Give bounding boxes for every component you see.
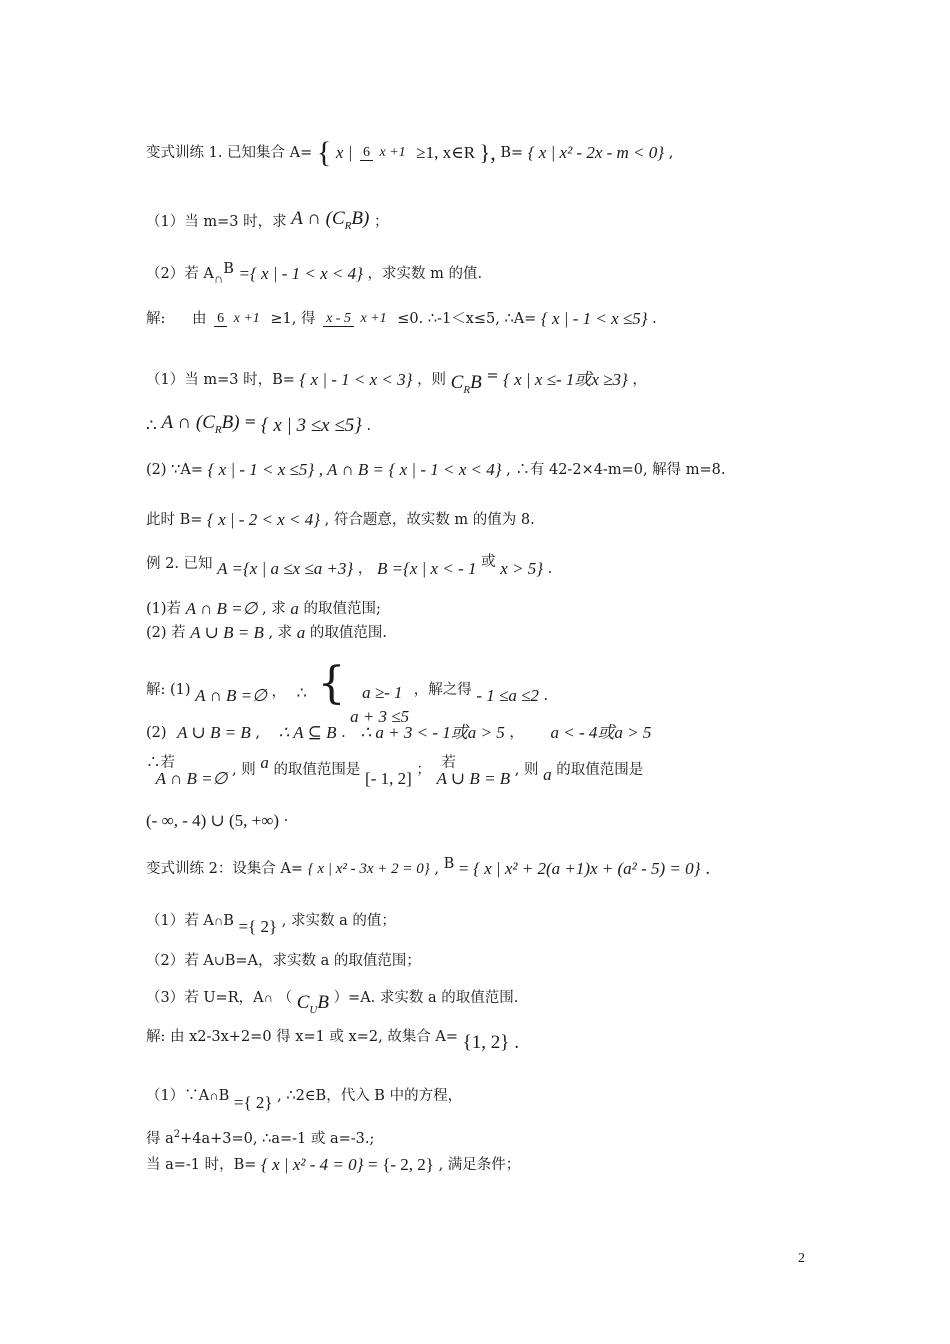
text-line (146, 208, 388, 237)
text-line (146, 722, 651, 744)
text: , 符合题意，故实数 m 的值为 8. (324, 512, 535, 528)
text-line (146, 1154, 520, 1176)
math: - 1 ≤a ≤2 (476, 685, 539, 705)
text: （2）若 A (146, 953, 214, 969)
text: = (244, 414, 257, 431)
text: ）=A. 求实数 a 的取值范围. (333, 990, 519, 1007)
equation-system (296, 658, 410, 729)
numerator: x - 5 (323, 311, 354, 327)
math: A ∪ B = B (190, 623, 264, 642)
text-line (146, 459, 726, 481)
math-part: B) (221, 412, 240, 433)
text: B (218, 1088, 230, 1104)
math-part: C (450, 372, 464, 393)
text: B (223, 913, 234, 929)
text: = (486, 368, 499, 385)
text-line (146, 509, 535, 531)
math: { x | - 2 < x < 4} (207, 510, 320, 529)
system-row: a ≥- 1 (362, 683, 403, 702)
text: （ (277, 990, 293, 1007)
math: [- 1, 2] (365, 769, 412, 788)
text-line (146, 622, 387, 644)
text: (1)若 (146, 601, 182, 617)
text: , ∴有 42-2×4-m=0, 解得 m=8. (506, 462, 726, 478)
text-line (146, 950, 421, 972)
text: 的取值范围; (303, 601, 381, 617)
text: 或 (481, 554, 496, 570)
text: ∴ (146, 416, 157, 437)
text: 变式训练 1. 已知集合 A= (146, 145, 313, 161)
math: ={ 2} (233, 1093, 273, 1112)
text: ； (416, 762, 431, 778)
text: B (443, 856, 455, 872)
text: 变式训练 2：设集合 A= (146, 861, 304, 877)
text: ≥1, 得 (270, 311, 316, 327)
math-part: C (296, 992, 310, 1013)
text (146, 1124, 374, 1150)
text-line (146, 858, 710, 880)
math: ≥1, x∈R (416, 143, 476, 162)
math: a (296, 623, 306, 642)
text: , (668, 145, 674, 161)
math: { x | - 1 < x ≤5} (207, 460, 315, 479)
fraction (214, 310, 263, 328)
text-part: +4a+3=0, ∴a=-1 或 a=-3.; (180, 1130, 375, 1147)
math: { x | x² - 2x - m < 0} (527, 143, 665, 162)
text: 当 a=-1 时，B= (146, 1157, 257, 1173)
superscript: 2 (173, 1129, 181, 1140)
text: ∴ (296, 683, 307, 702)
math-part: A ∩ (C (161, 412, 215, 433)
text: 解: (146, 311, 166, 327)
text: （2）若 A (146, 266, 214, 282)
brace-open: { (316, 136, 332, 169)
math: { x | x² - 3x + 2 = 0} (307, 861, 430, 877)
math: A ={x | a ≤x ≤a +3} (217, 559, 354, 578)
text: , 满足条件； (438, 1157, 521, 1173)
math: A ∩ B =∅ (185, 599, 258, 618)
math: B ={x | x < - 1 (376, 559, 477, 578)
fraction (360, 144, 409, 162)
text-line (146, 658, 549, 729)
text-line (146, 810, 288, 832)
text: 的取值范围是 (273, 762, 361, 778)
text: . (543, 687, 549, 704)
text-line (146, 976, 518, 1021)
text: 例 2. 已知 (146, 556, 213, 572)
text: ， (632, 372, 647, 389)
math: { x | - 1 < x < 3} (299, 370, 413, 390)
subscript: U (309, 1003, 318, 1016)
text: (2) ∵A= (146, 462, 203, 478)
brace-close: }, (479, 140, 496, 165)
math-symbol: ∪ (213, 953, 225, 968)
math: , A ∩ B = (318, 460, 384, 479)
fraction (323, 310, 390, 328)
text: , 求实数 a 的值； (281, 913, 396, 929)
math: { x | x² + 2(a +1)x + (a² - 5) = 0} (473, 859, 701, 878)
text-line (146, 1078, 462, 1114)
text: 的取值范围. (309, 625, 387, 641)
text-line (146, 136, 674, 169)
math-part: B) (351, 208, 370, 229)
math: A ∩ B =∅ (155, 769, 228, 788)
text: ， (357, 561, 373, 577)
text-line (146, 360, 647, 401)
text-line (146, 1029, 520, 1054)
text: （1）当 m=3 时，求 (146, 214, 287, 231)
text-line (146, 750, 643, 790)
subscript: R (344, 219, 352, 232)
math: a < - 4或a > 5 (550, 723, 652, 742)
text: . (652, 311, 657, 327)
math-part: B (317, 992, 329, 1013)
text: 解: 由 x2-3x+2=0 得 x=1 或 x=2, 故集合 A= (146, 1029, 459, 1045)
text: 的取值范围是 (556, 762, 644, 778)
system-row: a + 3 ≤5 (350, 707, 410, 726)
text: 由 (192, 311, 207, 327)
text: ， (271, 683, 287, 700)
text: B= (500, 145, 524, 161)
subscript: R (463, 383, 471, 396)
text: , 求 (262, 601, 286, 617)
math-symbol: ∩ (213, 913, 224, 928)
math: { x | - 1 < x ≤5} (540, 309, 648, 328)
math: = (458, 859, 469, 878)
math: a (543, 765, 552, 784)
text-line (146, 1124, 374, 1150)
text: . (547, 561, 553, 577)
text: . (283, 809, 289, 825)
math: a (260, 753, 269, 772)
numerator: 6 (214, 311, 227, 327)
text: , 则 (232, 762, 256, 778)
text-line (146, 412, 371, 441)
text: B=A，求实数 a 的取值范围； (224, 953, 421, 969)
text-line (146, 258, 482, 290)
text: （1）若 A (146, 913, 214, 929)
text: . (366, 418, 372, 435)
text: (2) 若 (146, 625, 186, 641)
text: （3）若 U=R，A (146, 990, 264, 1007)
text: 若 (441, 755, 456, 771)
text: , (255, 725, 260, 741)
text-line (146, 308, 657, 330)
math: A ∪ B = B (436, 769, 511, 788)
math: {- 2, 2} (382, 1155, 434, 1174)
math: A ∪ B = B (177, 723, 251, 742)
math: = (368, 1155, 378, 1174)
text: ， (509, 725, 524, 741)
denominator: x +1 (379, 145, 406, 160)
text: . (341, 725, 346, 741)
text: B (223, 261, 234, 277)
text: , 求 (268, 625, 293, 641)
math (451, 372, 482, 401)
math: { x | x² - 4 = 0} (261, 1155, 364, 1174)
text: , ∴2∈B，代入 B 中的方程， (277, 1088, 463, 1104)
text: ； (373, 214, 389, 231)
subscript: R (214, 423, 222, 436)
math-symbol: ∩ (263, 990, 273, 1006)
math: { x | 3 ≤x ≤5} (260, 415, 362, 437)
text-part: 得 a (146, 1130, 174, 1147)
numerator: 6 (360, 145, 373, 161)
page-number: 2 (798, 1251, 805, 1266)
math: { x | - 1 < x < 4} (388, 460, 502, 479)
text: （1）当 m=3 时，B= (146, 372, 295, 389)
math: ∴ A ⊆ B (278, 723, 337, 742)
math: (- ∞, - 4) ∪ (5, +∞) (146, 811, 280, 830)
math-part: B (470, 372, 482, 393)
math: x | (335, 143, 353, 162)
math-symbol: ∩ (209, 1088, 219, 1103)
text: 此时 B= (146, 512, 203, 528)
text: . (704, 859, 711, 879)
text: (2) (146, 725, 167, 741)
text-line (146, 904, 396, 938)
math-symbol: ∩ (213, 271, 224, 286)
math: A ∩ B =∅ (195, 685, 267, 705)
math (297, 992, 329, 1021)
math: x > 5} (500, 559, 544, 578)
text: （1）∵A (146, 1088, 210, 1104)
denominator: x +1 (233, 311, 260, 326)
math: ∴ a + 3 < - 1或a > 5 (360, 723, 505, 742)
math: ={ 2} (238, 917, 278, 936)
text: , 则 (514, 762, 539, 778)
math: {1, 2} (462, 1032, 510, 1053)
text: ，求实数 m 的值. (367, 266, 483, 282)
text: . (514, 1033, 520, 1053)
denominator: x +1 (360, 311, 387, 326)
math: { x | x ≤- 1或x ≥3} (503, 370, 628, 390)
text: 解: (1) (146, 681, 191, 698)
text: , (434, 861, 439, 877)
math-part: A ∩ (C (291, 208, 345, 229)
brace-open: { (317, 658, 346, 709)
text: ，则 (417, 372, 447, 389)
math: a (290, 599, 299, 618)
text-line (146, 598, 381, 620)
text: ≤0. ∴-1＜x≤5, ∴A= (397, 311, 537, 327)
text: ，解之得 (413, 681, 472, 698)
text-line (146, 554, 553, 580)
math (161, 412, 239, 441)
math (291, 208, 369, 237)
text: ∴若 (146, 755, 175, 771)
math: ={ x | - 1 < x < 4} (238, 264, 363, 283)
